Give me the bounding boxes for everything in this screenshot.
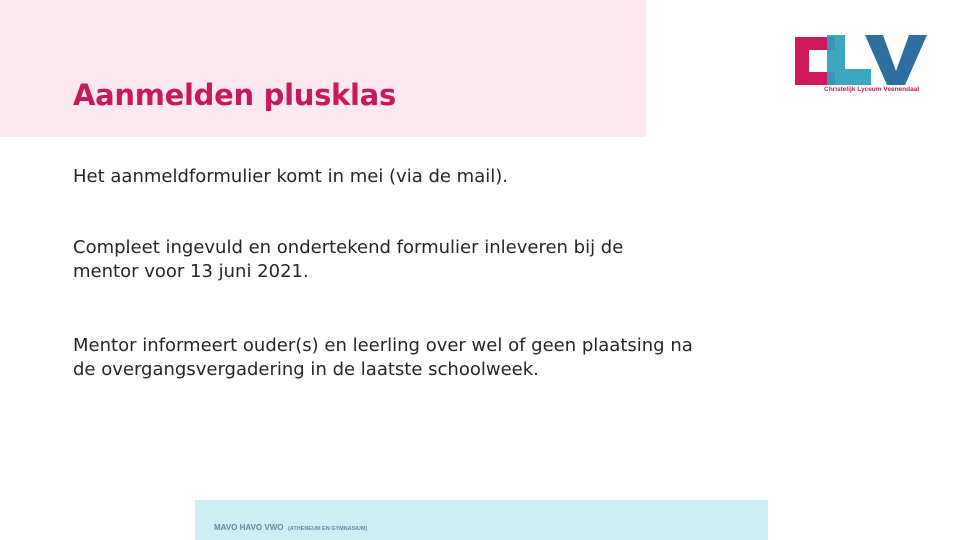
paragraph-mentor-informs: Mentor informeert ouder(s) en leerling over wel of geen plaatsing na de overgangsvergadering in de laatste schoolweek.: [73, 335, 693, 380]
logo-v-shape: [865, 35, 927, 85]
slide-title: Aanmelden plusklas: [73, 78, 396, 112]
logo-l-cutout: [845, 35, 871, 69]
logo-subtitle: Christelijk Lyceum Veenendaal: [824, 86, 920, 93]
footer-school-subtypes: (ATHENEUM EN GYMNASIUM): [287, 526, 368, 532]
paragraph-submit-form: Compleet ingevuld en ondertekend formulier inleveren bij de mentor voor 13 juni 2021.: [73, 237, 624, 282]
title-band: [0, 0, 646, 137]
footer-label: [214, 517, 367, 535]
footer-school-types: MAVO HAVO VWO: [214, 523, 284, 532]
paragraph-registration-form: Het aanmeldformulier komt in mei (via de mail).: [73, 166, 508, 187]
